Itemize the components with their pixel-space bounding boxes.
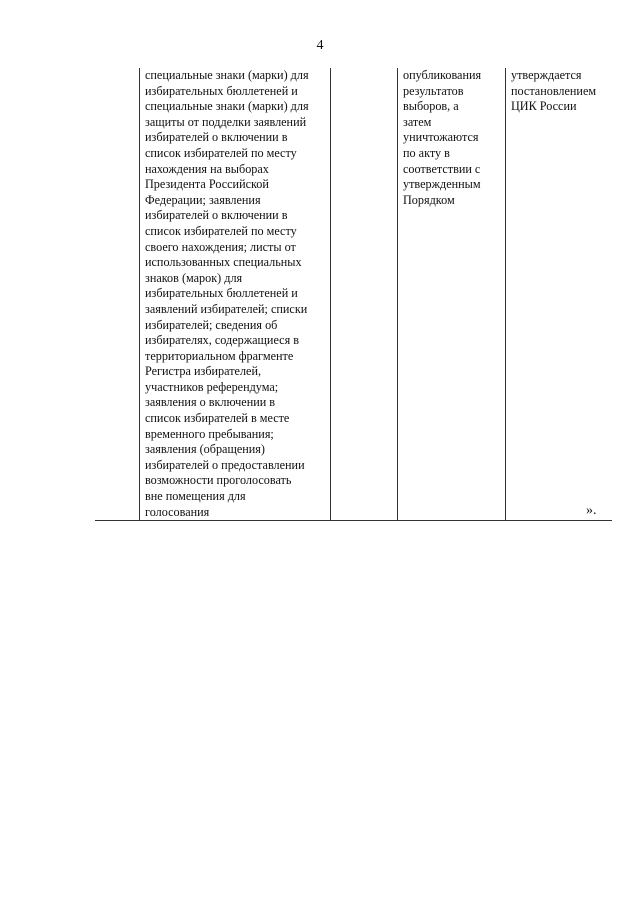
cell-storage-term-text: опубликования результатов выборов, а затем уничтожаются по акту в соответствии с утвержденным Порядком — [403, 68, 482, 207]
page-number: 4 — [316, 38, 324, 53]
table-cell-storage-term — [398, 68, 506, 521]
closing-quote-mark: ». — [586, 503, 597, 518]
table-row — [95, 68, 612, 521]
table-cell-empty — [331, 68, 398, 521]
cell-approval-text: утверждается постановлением ЦИК России — [511, 68, 597, 114]
cell-documents-text: специальные знаки (марки) для избирательных бюллетеней и специальные знаки (марки) для защиты от подделки заявлений избирателей о включении в список избирателей по месту нахождения на выборах Президента Российской Федерации; заявления избирателей о включении в список избирателей по месту своего нахождения; листы от использованных специальных знаков (марок) для избирательных бюллетеней и заявлений избирателей; списки избирателей; сведения об избирателях, содержащиеся в территориальном фрагменте Регистра избирателей, участников референдума; заявления о включении в список избирателей в месте временного пребывания; заявления (обращения) избирателей о предоставлении возможности проголосовать вне помещения для голосования — [145, 68, 309, 519]
table-cell-number — [95, 68, 140, 521]
document-table — [95, 68, 612, 521]
table-cell-approval — [506, 68, 613, 521]
table-cell-documents — [140, 68, 331, 521]
